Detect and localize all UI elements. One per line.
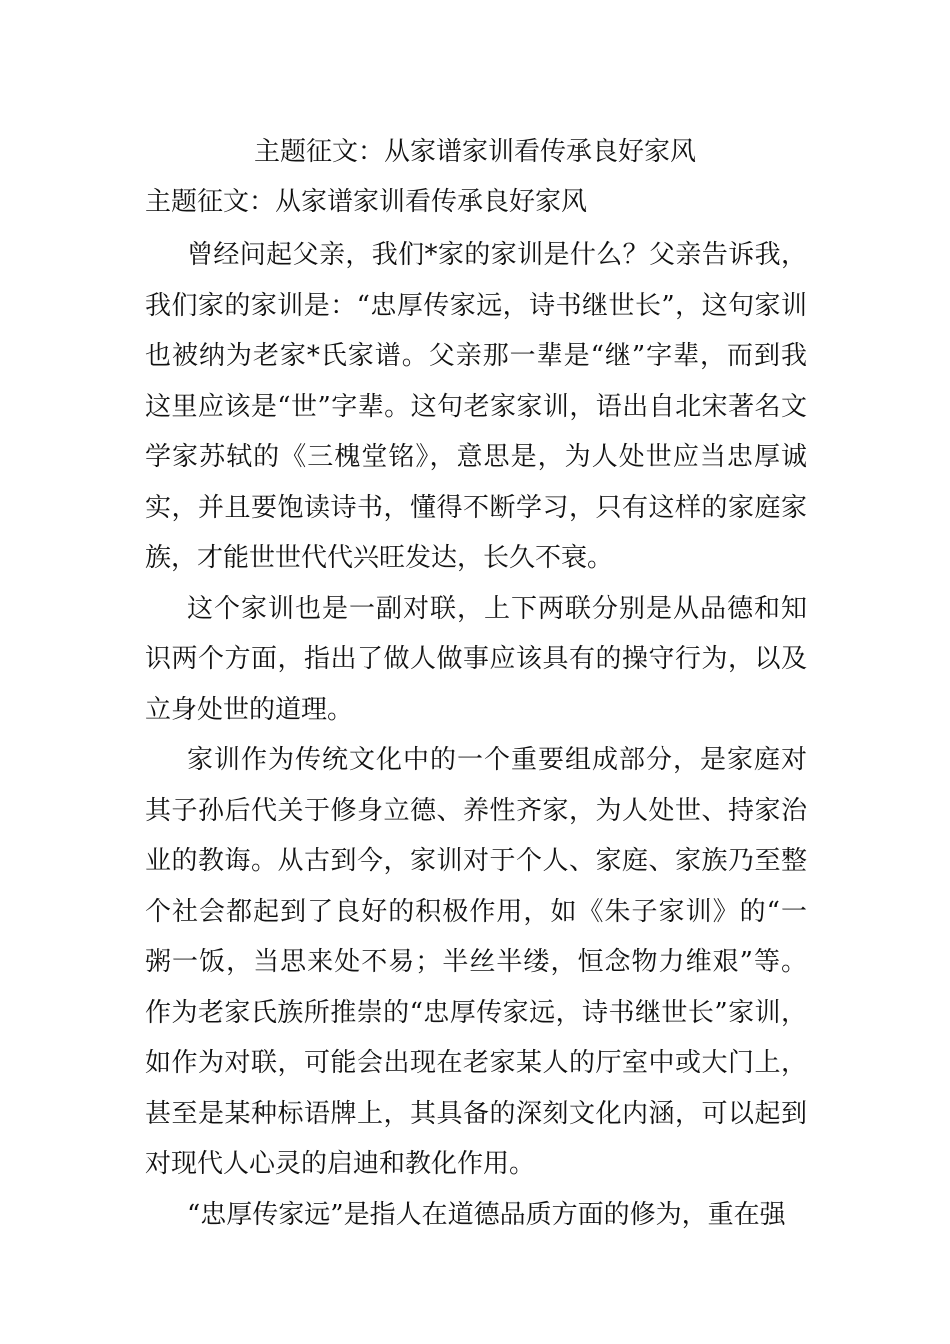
document-subtitle: 主题征文：从家谱家训看传承良好家风: [145, 187, 588, 217]
document-body: [145, 230, 807, 1240]
paragraph-2: 这个家训也是一副对联，上下两联分别是从品德和知识两个方面，指出了做人做事应该具有的操守行为，以及立身处世的道理。: [145, 593, 807, 725]
paragraph-4: “忠厚传家远”是指人在道德品质方面的修为，重在强: [187, 1199, 786, 1230]
document-title: 主题征文：从家谱家训看传承良好家风: [253, 137, 696, 167]
paragraph-1: 曾经问起父亲，我们*家的家训是什么？父亲告诉我，我们家的家训是：“忠厚传家远，诗书继世长”，这句家训也被纳为老家*氏家谱。父亲那一辈是“继”字辈，而到我这里应该是“世”字辈。这句老家家训，语出自北宋著名文学家苏轼的《三槐堂铭》，意思是，为人处世应当忠厚诚实，并且要饱读诗书，懂得不断学习，只有这样的家庭家族，才能世世代代兴旺发达，长久不衰。: [145, 240, 807, 573]
paragraph-3: 家训作为传统文化中的一个重要组成部分，是家庭对其子孙后代关于修身立德、养性齐家，为人处世、持家治业的教诲。从古到今，家训对于个人、家庭、家族乃至整个社会都起到了良好的积极作用，如《朱子家训》的“一粥一饭，当思来处不易；半丝半缕，恒念物力维艰”等。作为老家氏族所推崇的“忠厚传家远，诗书继世长”家训，如作为对联，可能会出现在老家某人的厅室中或大门上，甚至是某种标语牌上，其具备的深刻文化内涵，可以起到对现代人心灵的启迪和教化作用。: [145, 745, 807, 1179]
